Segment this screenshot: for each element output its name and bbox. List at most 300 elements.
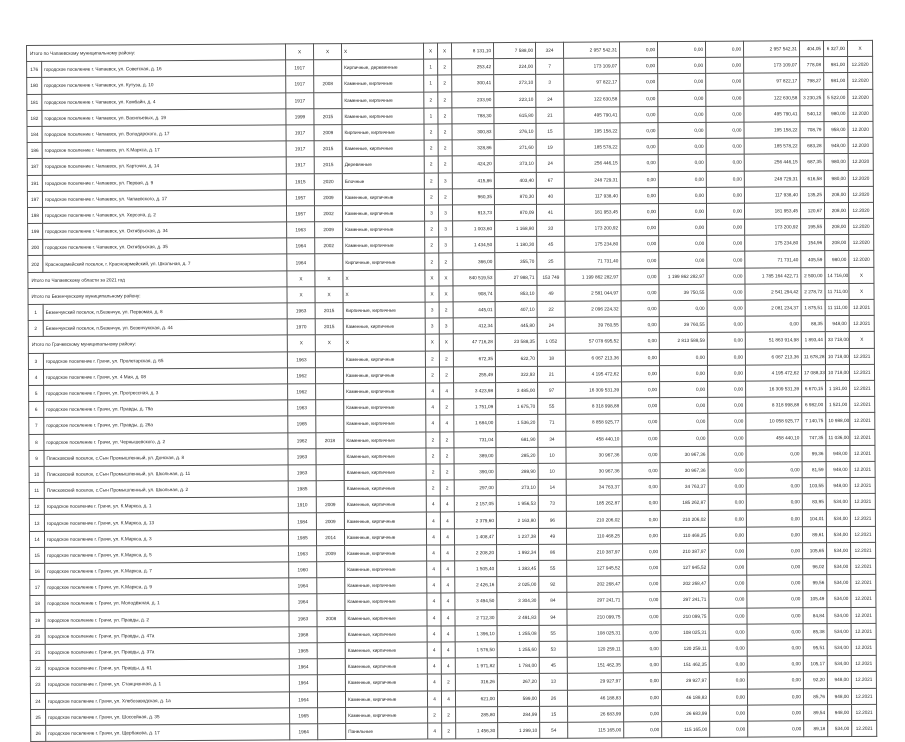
table-cell: 2 [426, 448, 440, 464]
table-cell: 12.2021 [849, 316, 874, 332]
table-cell: 0,00 [658, 58, 706, 74]
table-cell: Панельные [346, 723, 428, 740]
table-cell: 412,34 [453, 318, 495, 334]
table-cell: Каменные, кирпичные [343, 318, 425, 335]
table-cell: 4 [441, 561, 455, 577]
table-cell: 12.2020 [848, 186, 873, 202]
table-cell: 285,80 [456, 706, 498, 722]
table-cell: 0,00 [622, 463, 660, 479]
table-cell: 1 521,00 [826, 397, 850, 413]
table-cell: 980,00 [824, 154, 848, 170]
table-cell: 2015 [315, 319, 343, 335]
table-cell: 300,41 [452, 75, 494, 91]
address-cell: городское поселение г. Грачи, ул. К.Маркса, д. 3 [44, 530, 288, 548]
table-cell: 1968 [289, 626, 317, 642]
table-cell: 3 [438, 172, 452, 188]
table-cell: 1 505,40 [455, 561, 497, 577]
table-cell: 4 [440, 512, 454, 528]
table-cell: X [343, 334, 425, 351]
table-cell: 3 230,25 [800, 89, 824, 105]
table-cell [315, 254, 343, 270]
table-cell: 980,00 [824, 170, 848, 186]
table-cell: 0,00 [658, 171, 706, 187]
table-cell: 708,79 [800, 122, 824, 138]
row-number: 180 [27, 78, 42, 94]
table-cell: 0,00 [623, 560, 661, 576]
table-cell: 6 982,00 [802, 397, 826, 413]
table-cell: 2 426,16 [455, 577, 497, 593]
table-cell: 16 309 531,39 [566, 382, 622, 399]
table-cell: 1 383,45 [497, 560, 539, 576]
address-cell: городское поселение г. Грачи, ул. Молодёжная, д. 1 [45, 594, 289, 612]
table-cell: 208,00 [824, 186, 848, 202]
address-cell: городское поселение г. Грачи, ул. Правды, д. 2 [45, 610, 289, 628]
table-cell: 840 519,53 [453, 269, 495, 285]
table-cell: 108 025,31 [661, 624, 709, 640]
table-cell: 0,00 [706, 122, 744, 138]
table-cell: 26 683,99 [662, 705, 710, 721]
table-cell: 2 [440, 480, 454, 496]
table-cell: 4 [427, 593, 441, 609]
table-cell: 12.2021 [851, 639, 876, 655]
table-cell: Каменные, кирпичные [342, 92, 424, 109]
table-cell: 0,00 [622, 479, 660, 495]
table-cell: 3 [425, 318, 439, 334]
table-cell: 1 299,10 [498, 722, 540, 738]
table-cell: 2 [425, 237, 439, 253]
table-cell: 12.2020 [848, 57, 873, 73]
table-cell: 273,10 [494, 75, 536, 91]
table-cell: 1962 [288, 432, 316, 448]
table-cell: 948,00 [826, 445, 850, 461]
table-cell: 6 067 213,36 [745, 348, 801, 365]
table-cell: 1964 [290, 724, 318, 740]
address-cell: Безенчукский поселок, п.Безенчук, ул. Безенчукская, д. 44 [43, 319, 287, 337]
table-cell: 4 [427, 690, 441, 706]
table-cell: 29 927,97 [661, 673, 709, 689]
table-cell: 0,00 [622, 511, 660, 527]
table-cell: 2015 [315, 303, 343, 319]
table-cell: 127 945,52 [567, 560, 623, 577]
table-cell: 495 790,41 [564, 107, 620, 124]
table-cell: 0,00 [620, 90, 658, 106]
table-cell: 0,00 [746, 510, 802, 527]
table-cell [318, 723, 346, 739]
address-cell: городское поселение г. Грачи, ул. Щербакова, д. 17 [46, 724, 290, 742]
table-cell: 12.2021 [851, 623, 876, 639]
table-cell: 405,59 [801, 251, 825, 267]
table-cell: 276,10 [494, 123, 536, 139]
table-cell: 534,00 [827, 607, 851, 623]
table-cell: 10 [538, 447, 566, 463]
table-cell: X [849, 283, 874, 299]
row-number: 197 [27, 191, 42, 207]
row-number: 10 [29, 466, 44, 482]
table-cell: 0,00 [708, 430, 746, 446]
table-cell: 0,00 [623, 689, 661, 705]
table-cell: 0,00 [622, 414, 660, 430]
table-cell: 2 [438, 75, 452, 91]
table-cell: 45 [537, 236, 565, 252]
table-cell: 110 468,25 [566, 527, 622, 544]
table-cell: 0,00 [705, 41, 743, 57]
table-cell: 1965 [288, 416, 316, 432]
table-cell: 46 188,83 [661, 689, 709, 705]
table-cell: 135,25 [800, 186, 824, 202]
table-cell: 3 485,00 [496, 382, 538, 398]
table-cell: 92 [539, 576, 567, 592]
table-cell: 49 [537, 285, 565, 301]
table-cell: 202 268,47 [567, 576, 623, 593]
table-cell: 89,18 [804, 720, 828, 736]
table-cell: 108 025,31 [567, 625, 623, 642]
table-cell: X [343, 286, 425, 303]
table-cell: 0,00 [658, 106, 706, 122]
table-cell: Каменные, кирпичные [345, 610, 427, 627]
table-cell: 297 241,71 [567, 592, 623, 609]
table-cell: Каменные, кирпичные [342, 108, 424, 125]
table-cell [315, 351, 343, 367]
table-cell: 1985 [288, 481, 316, 497]
table-cell: 3 [425, 302, 439, 318]
table-cell: 853,10 [495, 285, 537, 301]
table-cell: 0,00 [623, 657, 661, 673]
table-cell: 173 109,07 [564, 58, 620, 75]
table-cell: 55 [538, 398, 566, 414]
table-cell: 10 058 925,77 [746, 413, 802, 430]
table-cell: 0,00 [620, 204, 658, 220]
table-cell: 0,00 [622, 430, 660, 446]
table-cell: 1917 [286, 92, 314, 108]
table-cell: 0,00 [621, 333, 659, 349]
table-cell: 12.2020 [848, 73, 873, 89]
table-cell: 0,00 [707, 252, 745, 268]
table-cell: 2 [438, 140, 452, 156]
table-cell: 2002 [315, 238, 343, 254]
table-cell: 54 [540, 722, 568, 738]
table-cell: 267,20 [497, 674, 539, 690]
table-cell: 34 763,37 [660, 478, 708, 494]
table-cell: 85,38 [803, 623, 827, 639]
table-cell: 2 278,72 [801, 283, 825, 299]
table-cell: 322,93 [495, 366, 537, 382]
address-cell: городское поселение г. Чапаевск, ул. Октябрьская, д. 35 [43, 238, 287, 256]
table-cell: 390,00 [454, 464, 496, 480]
table-cell: 0,00 [621, 317, 659, 333]
table-cell: 104,01 [802, 510, 826, 526]
table-cell [317, 675, 345, 691]
table-cell: 0,00 [620, 106, 658, 122]
table-cell: 1 784,00 [497, 658, 539, 674]
table-cell: Каменные, кирпичные [344, 383, 426, 400]
table-cell [317, 691, 345, 707]
table-cell: 424,20 [452, 156, 494, 172]
table-cell [314, 92, 342, 108]
document-page [26, 40, 876, 742]
table-cell: 89,54 [804, 704, 828, 720]
table-cell: 21 [537, 366, 565, 382]
table-cell: 1 052 [537, 334, 565, 350]
table-cell: 4 [441, 642, 455, 658]
table-cell: 1963 [289, 546, 317, 562]
table-cell: 1963 [287, 222, 315, 238]
table-cell: 1 576,50 [455, 642, 497, 658]
table-cell: 0,00 [707, 268, 745, 284]
table-cell: 0,00 [709, 559, 747, 575]
table-cell: 0,00 [748, 704, 804, 721]
table-cell: 458 440,10 [566, 430, 622, 447]
table-cell: 0,00 [623, 624, 661, 640]
table-cell: 0,00 [746, 494, 802, 511]
table-cell: 5 522,00 [824, 89, 848, 105]
table-cell: 687,35 [800, 154, 824, 170]
table-cell: 12.2021 [849, 364, 874, 380]
row-number: 3 [28, 353, 43, 369]
table-cell: 2018 [316, 432, 344, 448]
table-cell: Каменные, кирпичные [345, 577, 427, 594]
table-cell: X [439, 286, 453, 302]
table-cell [315, 367, 343, 383]
table-cell: 0,00 [623, 543, 661, 559]
table-cell: 105,65 [803, 542, 827, 558]
table-cell: 0,00 [621, 284, 659, 300]
table-cell: 0,00 [747, 656, 803, 673]
table-cell: 1 893,44 [801, 332, 825, 348]
table-cell: 71 [538, 415, 566, 431]
table-cell: 870,30 [494, 188, 536, 204]
table-cell: 11 036,00 [826, 429, 850, 445]
table-cell: 2 [426, 464, 440, 480]
table-cell: 2 [439, 302, 453, 318]
table-cell: 0,00 [709, 575, 747, 591]
table-cell: 0,00 [659, 365, 707, 381]
row-number: 23 [30, 677, 45, 693]
row-number: 15 [30, 547, 45, 563]
table-cell: Каменные, кирпичные [343, 221, 425, 238]
table-cell: 12.2021 [850, 380, 875, 396]
table-cell: 2 [428, 707, 442, 723]
table-cell: 24 [536, 156, 564, 172]
table-cell: 1917 [286, 157, 314, 173]
table-cell: 0,00 [747, 672, 803, 689]
table-cell: 253,42 [452, 59, 494, 75]
table-cell: Блочные [342, 173, 424, 190]
address-cell: городское поселение г. Грачи, ул. Правды, д. 61 [45, 659, 289, 677]
table-cell: 1 956,53 [496, 496, 538, 512]
table-cell: 122 630,58 [744, 89, 800, 106]
table-cell: 271,60 [494, 140, 536, 156]
section-title: Итого по Чапаевскому муниципальному району: [27, 44, 286, 62]
table-cell: 153 749 [537, 269, 565, 285]
table-cell: 173 200,92 [745, 219, 801, 236]
row-number: 186 [27, 143, 42, 159]
table-cell: 2 [426, 431, 440, 447]
address-cell: городское поселение г. Грачи, ул. 4 Мая, д. 08 [43, 368, 287, 386]
table-cell: 2 [438, 59, 452, 75]
row-number: 176 [27, 62, 42, 78]
table-cell: 4 [441, 545, 455, 561]
table-cell: 0,00 [658, 122, 706, 138]
table-cell: 0,00 [709, 640, 747, 656]
table-cell: 2009 [314, 189, 342, 205]
table-cell: 948,00 [827, 672, 851, 688]
row-number: 1 [28, 304, 43, 320]
table-cell: 1965 [289, 643, 317, 659]
table-cell: 2 [442, 707, 456, 723]
table-cell: 0,00 [706, 203, 744, 219]
table-cell: 12.2021 [852, 720, 877, 736]
table-cell: 4 [427, 642, 441, 658]
table-cell: 1 [424, 59, 438, 75]
table-cell: 23 588,35 [495, 334, 537, 350]
table-cell: 0,00 [747, 559, 803, 576]
address-cell: городское поселение г. Грачи, ул. Чернышевского, д. 2 [44, 432, 288, 450]
table-cell: 2 [438, 189, 452, 205]
address-cell: городское поселение г. Чапаевск, ул. Комбайн, д. 4 [42, 92, 286, 110]
table-cell: 12.2021 [851, 591, 876, 607]
table-cell: Каменные, кирпичные [342, 189, 424, 206]
table-cell: Каменные, кирпичные [343, 367, 425, 384]
table-cell: 4 [427, 626, 441, 642]
table-cell: 2 [425, 221, 439, 237]
table-cell: 210 206,02 [660, 511, 708, 527]
table-cell: 681,90 [496, 431, 538, 447]
table-cell: 103,55 [802, 478, 826, 494]
table-cell: 1963 [288, 465, 316, 481]
table-cell: 117 938,40 [744, 186, 800, 203]
table-cell: 12.2020 [848, 154, 873, 170]
table-cell: 173 200,92 [565, 220, 621, 237]
address-cell: городское поселение г. Грачи, ул. Хлебозаводская, д. 1а [45, 691, 289, 709]
table-cell: 210 206,02 [566, 511, 622, 528]
table-cell: 2 [424, 189, 438, 205]
table-cell: 14 [538, 479, 566, 495]
table-cell: 24 [537, 317, 565, 333]
table-cell: 289,90 [496, 463, 538, 479]
table-cell: 4 [426, 529, 440, 545]
table-cell: 2009 [314, 125, 342, 141]
table-cell: 154,96 [801, 235, 825, 251]
table-cell: 30 967,36 [660, 446, 708, 462]
table-cell: 1910 [288, 497, 316, 513]
table-cell: 55 [539, 560, 567, 576]
table-cell: 11 111,00 [825, 299, 849, 315]
table-cell: 2 163,80 [496, 512, 538, 528]
address-cell: городское поселение г. Грачи, ул. Правды, д. 26а [44, 416, 288, 434]
table-cell: Каменные, кирпичные [345, 642, 427, 659]
table-cell: Каменные, кирпичные [345, 593, 427, 610]
row-number: 16 [30, 563, 45, 579]
row-number: 8 [29, 434, 44, 450]
table-cell: 4 [427, 545, 441, 561]
table-cell: 0,00 [621, 236, 659, 252]
table-cell: 1960 [289, 562, 317, 578]
table-cell: Кирпичные, кирпичные [343, 254, 425, 271]
table-cell: 7 140,75 [802, 413, 826, 429]
table-cell: 0,00 [623, 576, 661, 592]
table-cell: 0,00 [622, 382, 660, 398]
table-cell: 12.2020 [848, 137, 873, 153]
table-cell: 10 988,00 [826, 413, 850, 429]
table-cell: 39 760,55 [659, 317, 707, 333]
table-cell: X [437, 43, 451, 59]
table-cell: 255,49 [453, 366, 495, 382]
table-cell: 81,59 [802, 461, 826, 477]
table-cell: 67 [536, 172, 564, 188]
table-cell: 2 [440, 399, 454, 415]
table-cell: 89,61 [802, 526, 826, 542]
table-cell: 0,00 [747, 607, 803, 624]
section-title: Итого по Чапаевскому области за 2021 год [28, 271, 287, 289]
table-cell: 3 [424, 205, 438, 221]
address-cell: городское поселение г. Чапаевск, ул. Октябрьская, д. 34 [43, 222, 287, 240]
table-cell: 40 [536, 188, 564, 204]
table-cell: 1985 [288, 529, 316, 545]
address-cell: городское поселение г. Чапаевск, ул. Васильевых, д. 19 [42, 109, 286, 127]
row-number: 200 [28, 240, 43, 256]
table-cell: 210 387,97 [661, 543, 709, 559]
table-cell: Каменные, кирпичные [344, 448, 426, 465]
table-cell: 21 [536, 107, 564, 123]
table-cell: 175 234,80 [745, 235, 801, 252]
table-cell: 0,00 [706, 106, 744, 122]
row-number: 13 [29, 515, 44, 531]
table-cell: 30 967,36 [660, 462, 708, 478]
table-cell: 208,00 [825, 235, 849, 251]
row-number: 202 [28, 256, 43, 272]
table-cell: 1 456,30 [456, 723, 498, 739]
table-cell: 621,00 [455, 690, 497, 706]
row-number: 25 [31, 709, 46, 725]
table-cell: 233,90 [452, 91, 494, 107]
table-cell: 10 [538, 463, 566, 479]
table-cell: 26 683,99 [568, 706, 624, 723]
table-cell: 0,00 [621, 349, 659, 365]
table-cell: 12.2021 [851, 542, 876, 558]
table-cell: X [287, 335, 315, 351]
table-cell: 0,00 [747, 624, 803, 641]
table-cell: 2009 [316, 497, 344, 513]
table-cell: 127 945,52 [661, 559, 709, 575]
table-cell [317, 578, 345, 594]
table-cell: 2008 [317, 610, 345, 626]
table-cell: 1917 [286, 60, 314, 76]
table-cell: 0,00 [660, 430, 708, 446]
table-cell: 297,00 [454, 480, 496, 496]
table-cell: 2 491,83 [497, 609, 539, 625]
table-cell: 120 259,11 [567, 641, 623, 658]
table-cell: 71 731,40 [745, 251, 801, 268]
table-cell: 0,00 [621, 301, 659, 317]
table-cell: 0,00 [747, 688, 803, 705]
table-cell: 16 309 531,39 [746, 381, 802, 398]
table-cell: 980,00 [825, 251, 849, 267]
table-cell: Кирпичные, деревянные [342, 59, 424, 76]
table-cell: Каменные, кирпичные [345, 561, 427, 578]
table-cell: 210 099,75 [567, 608, 623, 625]
table-cell: 0,00 [708, 381, 746, 397]
table-cell: 30 967,36 [566, 463, 622, 480]
table-cell [316, 400, 344, 416]
table-cell: 2009 [315, 222, 343, 238]
row-number: 24 [30, 693, 45, 709]
table-cell: Каменные, кирпичные [344, 496, 426, 513]
row-number: 184 [27, 126, 42, 142]
table-cell: 948,00 [826, 461, 850, 477]
table-cell: 4 [440, 529, 454, 545]
table-cell: 195 158,22 [744, 122, 800, 139]
table-cell: X [847, 40, 872, 56]
